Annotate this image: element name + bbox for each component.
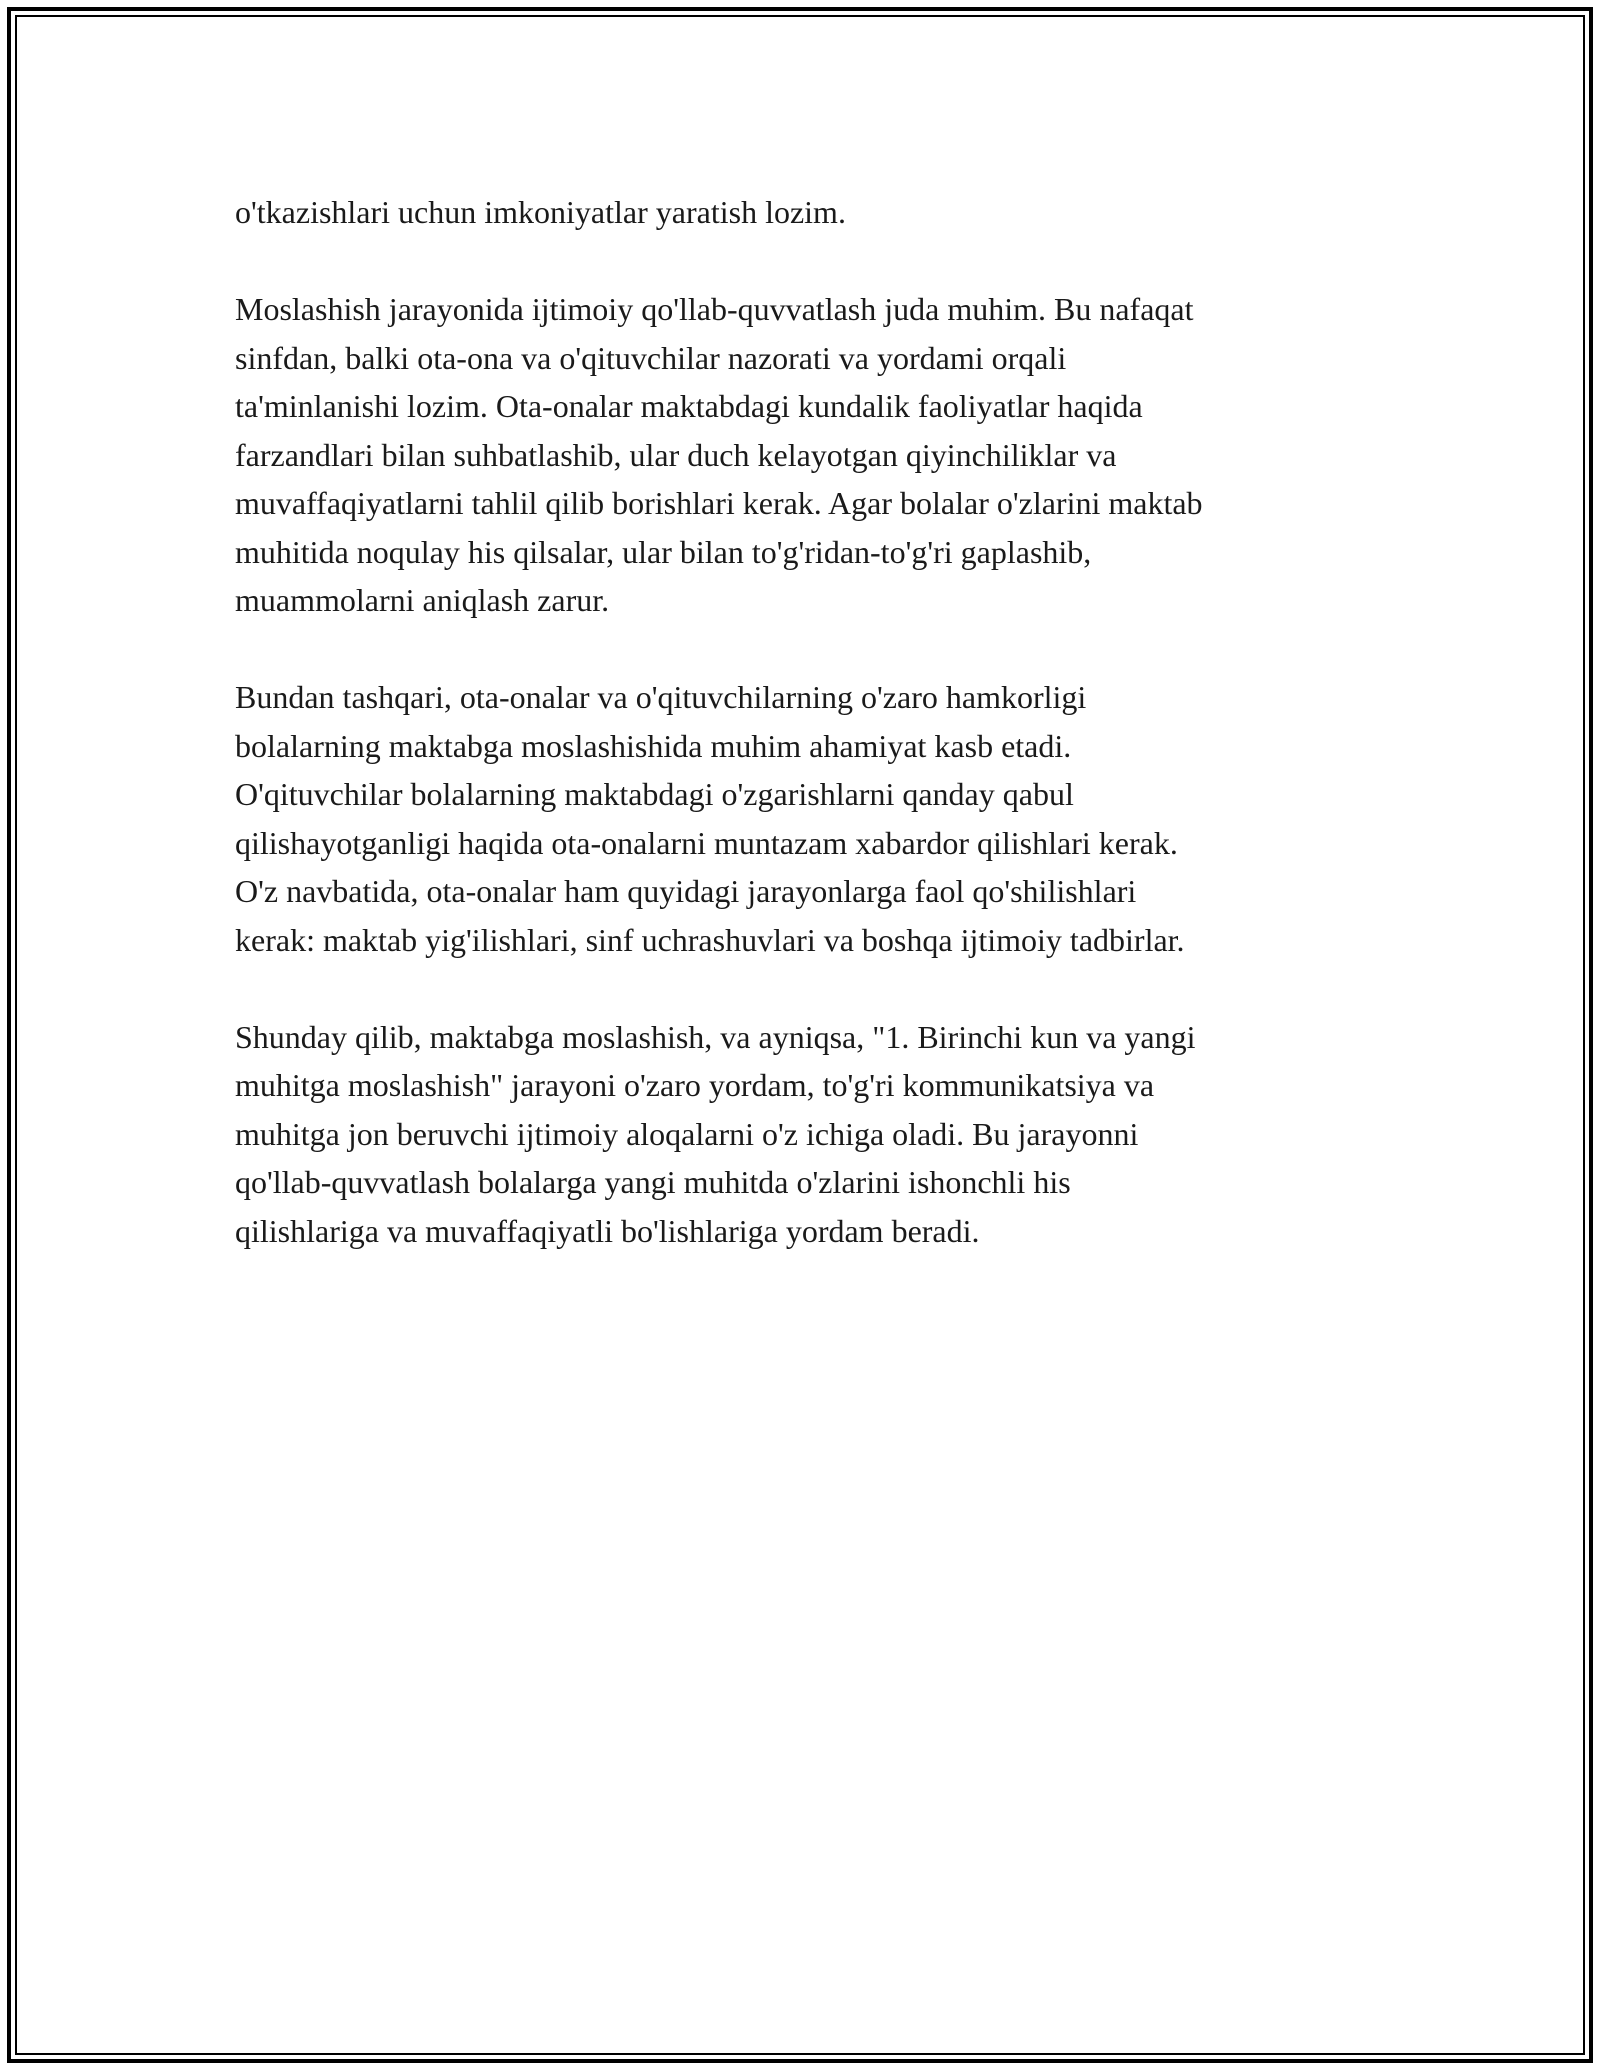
paragraph-3: Bundan tashqari, ota-onalar va o'qituvchilarning o'zaro hamkorligi bolalarning maktabga moslashishida muhim ahamiyat kasb etadi. O'qituvchilar bolalarning maktabdagi o'zgarishlarni qanday qabul qilishayotganligi haqida ota-onalarni muntazam xabardor qilishlari kerak. O'z navbatida, ota-onalar ham quyidagi jarayonlarga faol qo'shilishlari kerak: maktab yig'ilishlari, sinf uchrashuvlari va boshqa ijtimoiy tadbirlar. [235,679,1185,958]
document-body [235,188,1365,1304]
paragraph-2: Moslashish jarayonida ijtimoiy qo'llab-quvvatlash juda muhim. Bu nafaqat sinfdan, balki ota-ona va o'qituvchilar nazorati va yordami orqali ta'minlanishi lozim. Ota-onalar maktabdagi kundalik faoliyatlar haqida farzandlari bilan suhbatlashib, ular duch kelayotgan qiyinchiliklar va muvaffaqiyatlarni tahlil qilib borishlari kerak. Agar bolalar o'zlarini maktab muhitida noqulay his qilsalar, ular bilan to'g'ridan-to'g'ri gaplashib, muammolarni aniqlash zarur. [235,291,1203,618]
paragraph-1: o'tkazishlari uchun imkoniyatlar yaratish lozim. [235,194,846,230]
paragraph-4: Shunday qilib, maktabga moslashish, va ayniqsa, "1. Birinchi kun va yangi muhitga moslashish" jarayoni o'zaro yordam, to'g'ri kommunikatsiya va muhitga jon beruvchi ijtimoiy aloqalarni o'z ichiga oladi. Bu jarayonni qo'llab-quvvatlash bolalarga yangi muhitda o'zlarini ishonchli his qilishlariga va muvaffaqiyatli bo'lishlariga yordam beradi. [235,1018,1196,1249]
